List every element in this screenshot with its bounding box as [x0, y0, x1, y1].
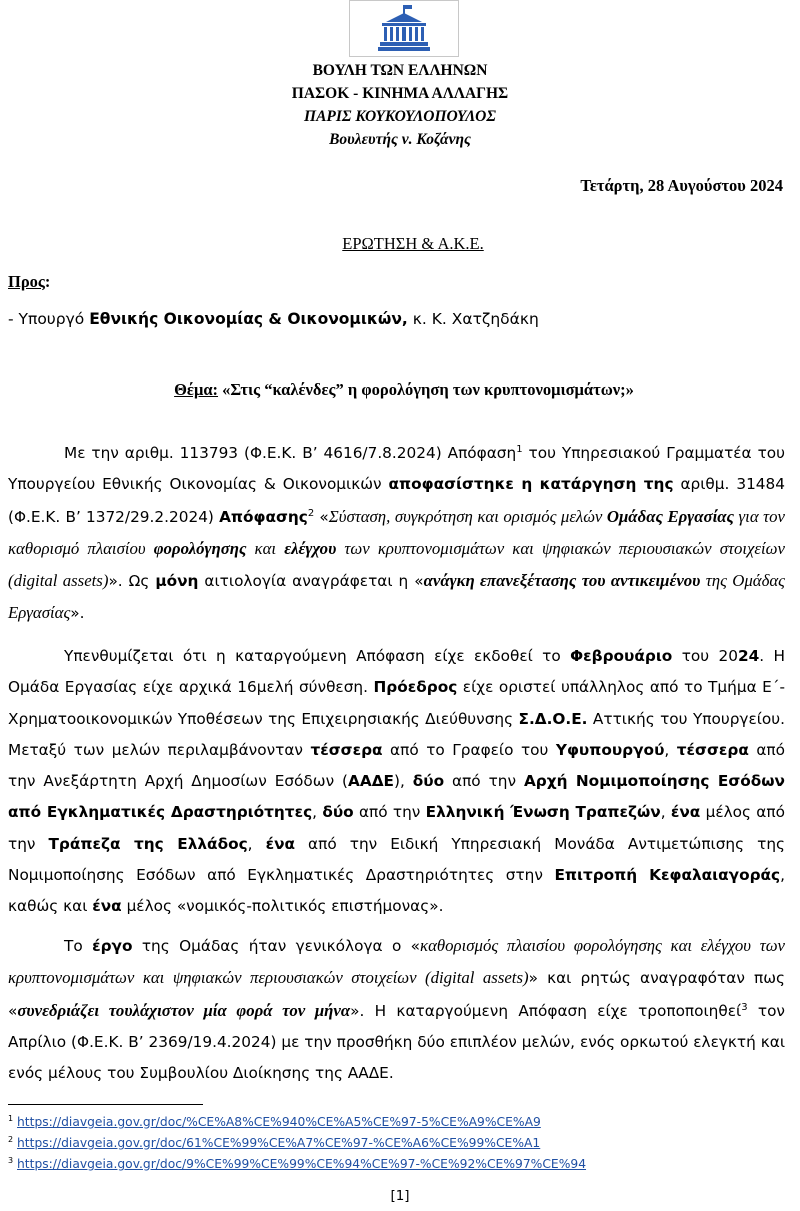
footnote-ref-3: 3 [741, 1001, 748, 1013]
subject-label: Θέμα: [174, 380, 219, 399]
footnote-2: $^2$ https://diavgeia.gov.gr/doc/61%CE%99%CE%A7%CE%97-%CE%A6%CE%99%CE%A1 [8, 1134, 541, 1150]
footnote-divider [8, 1104, 203, 1105]
footnote-3: $^3$ https://diavgeia.gov.gr/doc/9%CE%99%CE%99%CE%94%CE%97-%CE%92%CE%97%CE%94 [8, 1155, 587, 1171]
parliament-logo [349, 0, 459, 57]
mp-name: ΠΑΡΙΣ ΚΟΥΚΟΥΛΟΠΟΥΛΟΣ [304, 108, 496, 125]
document-type: ΕΡΩΤΗΣΗ & Α.Κ.Ε. [342, 234, 484, 253]
paragraph-2: Υπενθυμίζεται ότι η καταργούμενη Απόφαση είχε εκδοθεί το Φεβρουάριο του 2024. Η Ομάδα Εργασίας είχε αρχικά 16μελή σύνθεση. Πρόεδρος είχε οριστεί υπάλληλος από το Τμήμα Ε΄- Χρηματοοικονομικών Υποθέσεων της Επιχειρησιακής Διεύθυνσης Σ.Δ.Ο.Ε. Αττικής του Υπουργείου. Μεταξύ των μελών περιλαμβάνονταν τέσσερα από το Γραφείο του Υφυπουργού, τέσσερα από την Ανεξάρτητη Αρχή Δημοσίων Εσόδων (ΑΑΔΕ), δύο από την Αρχή Νομιμοποίησης Εσόδων από Εγκληματικές Δραστηριότητες, δύο από την Ελληνική Ένωση Τραπεζών, ένα μέλος από την Τράπεζα της Ελλάδος, ένα από την Ειδική Υπηρεσιακή Μονάδα Αντιμετώπισης της Νομιμοποίησης Εσόδων από Εγκληματικές Δραστηριότητες στην Επιτροπή Κεφαλαιαγοράς, καθώς και ένα μέλος «νομικός-πολιτικός επιστήμονας». [8, 647, 785, 916]
footnote-3-link[interactable]: https://diavgeia.gov.gr/doc/9%CE%99%CE%99%CE%94%CE%97-%CE%92%CE%97%CE%94 [17, 1157, 587, 1171]
recipient-line: - Υπουργό Εθνικής Οικονομίας & Οικονομικών, κ. Κ. Χατζηδάκη [8, 310, 539, 328]
parliament-name: ΒΟΥΛΗ ΤΩΝ ΕΛΛΗΝΩΝ [312, 62, 488, 79]
mp-title: Βουλευτής ν. Κοζάνης [329, 131, 471, 148]
document-date: Τετάρτη, 28 Αυγούστου 2024 [580, 176, 783, 195]
footnote-1-link[interactable]: https://diavgeia.gov.gr/doc/%CE%A8%CE%940%CE%A5%CE%97-5%CE%A9%CE%A9 [17, 1115, 541, 1129]
footnote-1: $^1$ https://diavgeia.gov.gr/doc/%CE%A8%CE%940%CE%A5%CE%97-5%CE%A9%CE%A9 [8, 1113, 541, 1129]
party-name: ΠΑΣΟΚ - ΚΙΝΗΜΑ ΑΛΛΑΓΗΣ [291, 85, 509, 102]
subject-line [0, 380, 800, 400]
footnote-2-link[interactable]: https://diavgeia.gov.gr/doc/61%CE%99%CE%A7%CE%97-%CE%A6%CE%99%CE%A1 [17, 1136, 541, 1150]
footnote-ref-2: 2 [307, 507, 315, 519]
paragraph-3: Το έργο της Ομάδας ήταν γενικόλογα ο «καθορισμός πλαισίου φορολόγησης και ελέγχου των κρυπτονομισμάτων και ψηφιακών περιουσιακών στοιχείων (digital assets)» και ρητώς αναγραφόταν πως «συνεδριάζει τουλάχιστον μία φορά τον μήνα». Η καταργούμενη Απόφαση είχε τροποποιηθεί$^3$ τον Απρίλιο (Φ.Ε.Κ. Β’ 2369/19.4.2024) με την προσθήκη δύο επιπλέον μελών, ενός ορκωτού ελεγκτή και ενός μέλους του Συμβουλίου Διοίκησης της ΑΑΔΕ. [8, 936, 785, 1083]
to-label: Προς: [8, 272, 51, 291]
page-number: [1] [390, 1188, 410, 1204]
paragraph-1: Με την αριθμ. 113793 (Φ.Ε.Κ. Β’ 4616/7.8.2024) Απόφαση$^1$ του Υπηρεσιακού Γραμματέα του Υπουργείου Εθνικής Οικονομίας & Οικονομικών αποφασίστηκε η κατάργηση της αριθμ. 31484 (Φ.Ε.Κ. Β’ 1372/29.2.2024) Απόφασης$^2$ «Σύσταση, συγκρότηση και ορισμός μελών Ομάδας Εργασίας για τον καθορισμό πλαισίου φορολόγησης και ελέγχου των κρυπτονομισμάτων και ψηφιακών περιουσιακών στοιχείων (digital assets)». Ως μόνη αιτιολογία αναγράφεται η «ανάγκη επανεξέτασης του αντικειμένου της Ομάδας Εργασίας». [8, 443, 786, 623]
footnote-ref-1: 1 [516, 443, 523, 455]
parliament-building-icon [350, 1, 458, 56]
subject-text: «Στις “καλένδες” η φορολόγηση των κρυπτονομισμάτων;» [218, 380, 634, 399]
